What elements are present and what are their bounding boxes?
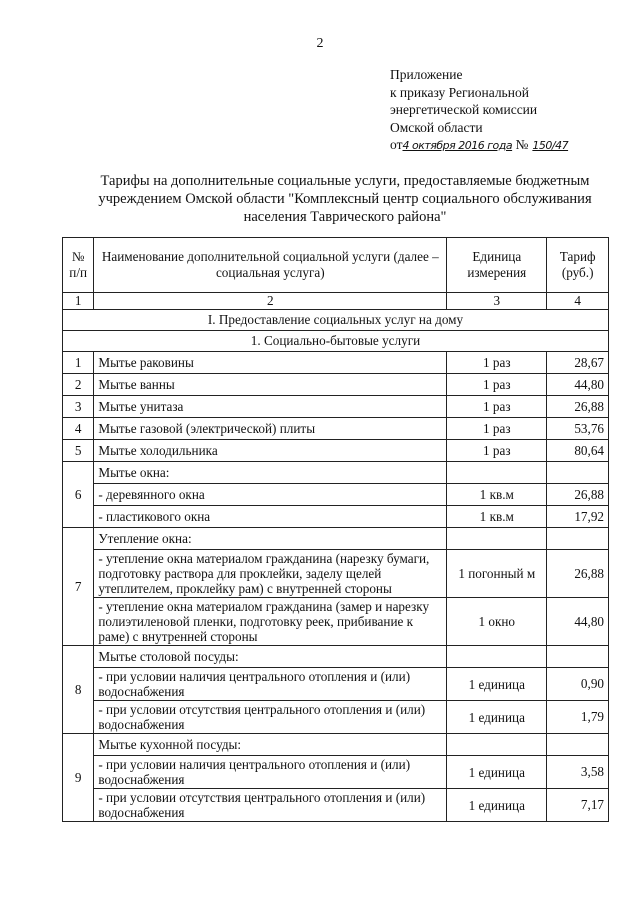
- table-row: [63, 418, 609, 440]
- row-name: - при условии отсутствия центрального отопления и (или) водоснабжения: [94, 789, 447, 822]
- group-title-row: [63, 646, 609, 668]
- table-row: [63, 756, 609, 789]
- row-name: - при условии наличия центрального отопления и (или) водоснабжения: [94, 756, 447, 789]
- row-unit: 1 единица: [447, 701, 547, 734]
- empty-cell: [447, 734, 547, 756]
- table-row: [63, 668, 609, 701]
- table-row: [63, 396, 609, 418]
- document-title: Тарифы на дополнительные социальные услуги, предоставляемые бюджетным учреждением Омской области "Комплексный центр социального обслуживания населения Таврического района": [98, 173, 592, 225]
- group-title: Мытье окна:: [94, 462, 447, 484]
- empty-cell: [547, 646, 609, 668]
- table-row: [63, 352, 609, 374]
- row-unit: 1 погонный м: [447, 550, 547, 598]
- row-num: 9: [63, 734, 94, 822]
- row-unit: 1 кв.м: [447, 506, 547, 528]
- row-price: 53,76: [547, 418, 609, 440]
- row-name: Мытье раковины: [94, 352, 447, 374]
- table-row: [63, 598, 609, 646]
- row-name: - утепление окна материалом гражданина (замер и нарезку полиэтиленовой пленки, подготовку реек, прибивание к раме) с внутренней стороны: [94, 598, 447, 646]
- row-num: 6: [63, 462, 94, 528]
- column-index: 2: [94, 293, 447, 310]
- row-price: 28,67: [547, 352, 609, 374]
- row-name: Мытье холодильника: [94, 440, 447, 462]
- column-index: 4: [547, 293, 609, 310]
- row-price: 0,90: [547, 668, 609, 701]
- row-price: 1,79: [547, 701, 609, 734]
- row-unit: 1 единица: [447, 789, 547, 822]
- row-unit: 1 раз: [447, 352, 547, 374]
- page-number: 2: [316, 36, 324, 51]
- row-price: 44,80: [547, 374, 609, 396]
- empty-cell: [547, 528, 609, 550]
- row-price: 26,88: [547, 396, 609, 418]
- appendix-line: к приказу Региональной: [390, 84, 529, 100]
- row-unit: 1 раз: [447, 374, 547, 396]
- table-row: [63, 484, 609, 506]
- group-title-row: [63, 462, 609, 484]
- row-unit: 1 раз: [447, 440, 547, 462]
- header-name: Наименование дополнительной социальной услуги (далее – социальная услуга): [94, 238, 447, 293]
- row-price: 44,80: [547, 598, 609, 646]
- table-row: [63, 789, 609, 822]
- group-title: Утепление окна:: [94, 528, 447, 550]
- section-heading: I. Предоставление социальных услуг на дому: [63, 310, 609, 331]
- row-name: - деревянного окна: [94, 484, 447, 506]
- group-title-row: [63, 528, 609, 550]
- header-unit: Единица измерения: [447, 238, 547, 293]
- row-num: 8: [63, 646, 94, 734]
- column-index-row: [63, 293, 609, 310]
- row-name: - пластикового окна: [94, 506, 447, 528]
- row-name: - утепление окна материалом гражданина (нарезку бумаги, подготовку раствора для проклейки, заделу щелей утеплителем, проклейку рам) с внутренней стороны: [94, 550, 447, 598]
- row-name: Мытье газовой (электрической) плиты: [94, 418, 447, 440]
- group-title: Мытье кухонной посуды:: [94, 734, 447, 756]
- row-price: 26,88: [547, 550, 609, 598]
- table-header-row: [63, 238, 609, 293]
- row-num: 2: [63, 374, 94, 396]
- group-title: Мытье столовой посуды:: [94, 646, 447, 668]
- row-name: Мытье унитаза: [94, 396, 447, 418]
- group-title-row: [63, 734, 609, 756]
- tariff-table: [62, 237, 609, 822]
- subsection-heading: 1. Социально-бытовые услуги: [63, 331, 609, 352]
- section-row: [63, 310, 609, 331]
- appendix-line: энергетической комиссии: [390, 102, 538, 117]
- table-row: [63, 506, 609, 528]
- order-line: [390, 136, 568, 155]
- row-num: 1: [63, 352, 94, 374]
- appendix-line: Омской области: [390, 119, 483, 135]
- column-index: 3: [447, 293, 547, 310]
- row-unit: 1 раз: [447, 418, 547, 440]
- empty-cell: [447, 646, 547, 668]
- empty-cell: [447, 528, 547, 550]
- row-name: - при условии наличия центрального отопления и (или) водоснабжения: [94, 668, 447, 701]
- appendix-block: [390, 66, 568, 155]
- handwritten-order-number: 150/47: [532, 139, 569, 152]
- row-unit: 1 единица: [447, 668, 547, 701]
- header-price: Тариф (руб.): [547, 238, 609, 293]
- row-num: 3: [63, 396, 94, 418]
- table-row: [63, 374, 609, 396]
- table-row: [63, 701, 609, 734]
- order-prefix: от: [390, 137, 403, 152]
- row-unit: 1 раз: [447, 396, 547, 418]
- row-num: 4: [63, 418, 94, 440]
- row-num: 5: [63, 440, 94, 462]
- row-num: 7: [63, 528, 94, 646]
- row-name: Мытье ванны: [94, 374, 447, 396]
- row-unit: 1 единица: [447, 756, 547, 789]
- header-num: № п/п: [63, 238, 94, 293]
- handwritten-order-date: 4 октября 2016 года: [402, 139, 513, 152]
- appendix-line: Приложение: [390, 67, 463, 82]
- table-row: [63, 440, 609, 462]
- empty-cell: [547, 462, 609, 484]
- row-price: 26,88: [547, 484, 609, 506]
- row-unit: 1 окно: [447, 598, 547, 646]
- empty-cell: [547, 734, 609, 756]
- column-index: 1: [63, 293, 94, 310]
- row-unit: 1 кв.м: [447, 484, 547, 506]
- row-price: 17,92: [547, 506, 609, 528]
- row-name: - при условии отсутствия центрального отопления и (или) водоснабжения: [94, 701, 447, 734]
- row-price: 7,17: [547, 789, 609, 822]
- table-row: [63, 550, 609, 598]
- empty-cell: [447, 462, 547, 484]
- row-price: 3,58: [547, 756, 609, 789]
- row-price: 80,64: [547, 440, 609, 462]
- subsection-row: [63, 331, 609, 352]
- order-number-label: №: [515, 137, 529, 152]
